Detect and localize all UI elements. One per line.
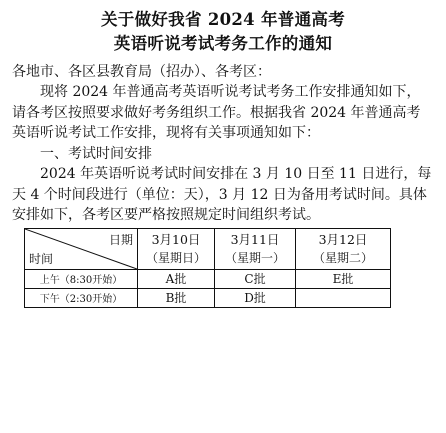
table-row [25, 288, 391, 307]
column-weekday: （星期二） [312, 250, 373, 265]
row-label: 上午（8:30开始） [25, 269, 138, 288]
table-cell: C批 [215, 269, 296, 288]
title-line-1: 关于做好我省 2024 年普通高考 [100, 10, 345, 29]
column-weekday: （星期日） [145, 250, 206, 265]
table-cell: B批 [138, 288, 215, 307]
salutation: 各地市、各区县教育局（招办）、各考区： [12, 64, 271, 80]
column-weekday: （星期一） [224, 250, 285, 265]
column-date: 3月11日 [230, 231, 280, 247]
column-header [215, 228, 296, 269]
row-label: 下午（2:30开始） [25, 288, 138, 307]
intro-paragraph: 现将 2024 年普通高考英语听说考试考务工作安排通知如下，请各考区按照要求做好考务组织工作。根据我省 2024 年普通高考英语听说考试工作安排，现将有关事项通知如下： [12, 84, 421, 141]
table-cell: E批 [296, 269, 391, 288]
section-text-1: 2024 年英语听说考试时间安排在 3 月 10 日至 11 日进行，每天 4 个时间段进行（单位：天），3 月 12 日为备用考试时间。具体安排如下，各考区要严格按照规定时间组织考试。 [12, 166, 432, 223]
table-corner-cell [25, 228, 138, 269]
column-header [296, 228, 391, 269]
table-cell [296, 288, 391, 307]
schedule-table [24, 228, 391, 308]
section-heading-1: 一、考试时间安排 [40, 145, 152, 162]
corner-date-label: 日期 [108, 232, 133, 247]
column-header [138, 228, 215, 269]
column-date: 3月10日 [151, 231, 201, 247]
corner-time-label: 时间 [29, 251, 54, 266]
title-line-2: 英语听说考试考务工作的通知 [113, 34, 333, 53]
table-cell: D批 [215, 288, 296, 307]
table-cell: A批 [138, 269, 215, 288]
table-row [25, 269, 391, 288]
table-header-row [25, 228, 391, 269]
column-date: 3月12日 [318, 231, 368, 247]
document-title [12, 8, 434, 56]
